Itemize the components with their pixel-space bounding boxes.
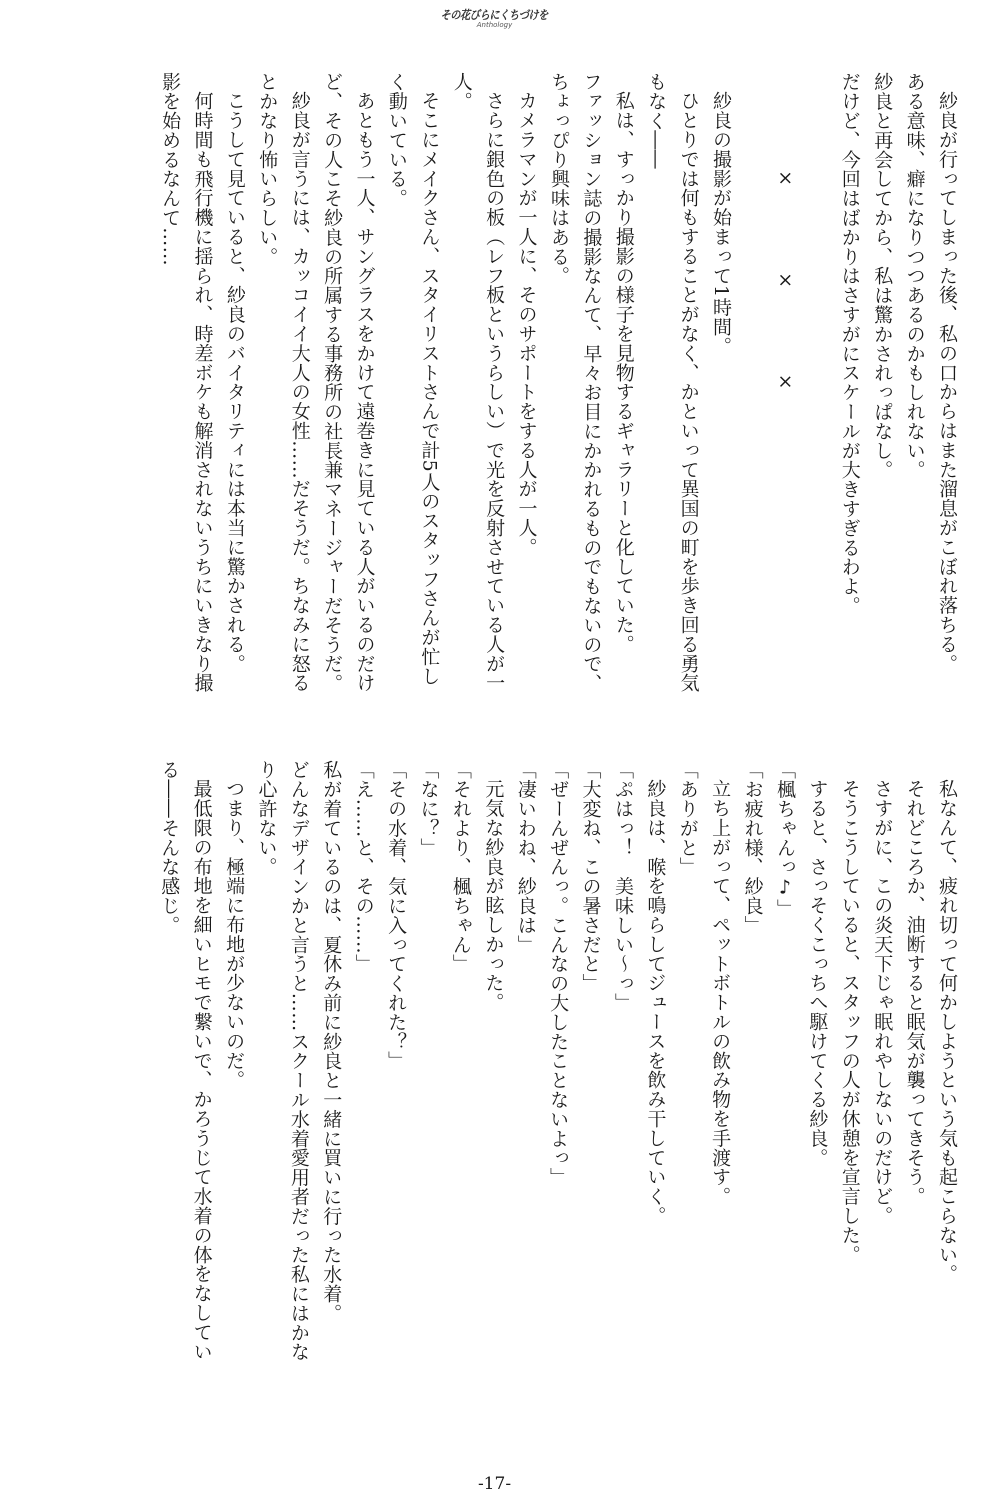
text-line: る――そんな感じ。 xyxy=(158,760,181,935)
text-line: こうして見ていると、紗良のバイタリティには本当に驚かされる。 xyxy=(223,91,246,673)
text-line: カメラマンが一人に、そのサポートをする人が一人。 xyxy=(515,91,538,557)
text-line: さらに銀色の板（レフ板というらしい）で光を反射させている人が一 xyxy=(483,91,506,693)
text-line: 「ありがと」 xyxy=(676,760,699,877)
text-line: 「ぜーんぜんっ。こんなの大したことないよっ」 xyxy=(547,760,570,1187)
text-line: 「ぷはっ！ 美味しい～っ」 xyxy=(611,760,634,1013)
lower-text-block xyxy=(43,760,963,1440)
text-line: さすがに、この炎天下じゃ眠れやしないのだけど。 xyxy=(871,779,894,1226)
text-line: 「その水着、気に入ってくれた？」 xyxy=(385,760,408,1071)
text-line: 紗良は、喉を鳴らしてジュースを飲み干していく。 xyxy=(644,779,667,1226)
page-number: -17- xyxy=(477,1474,512,1494)
text-line: 私なんて、疲れ切って何かしようという気も起こらない。 xyxy=(936,779,958,1284)
text-line: とかなり怖いらしい。 xyxy=(256,72,279,266)
text-line: 「楓ちゃんっ♪」 xyxy=(773,760,796,919)
text-line: そうこうしていると、スタッフの人が休憩を宣言した。 xyxy=(838,779,861,1264)
text-line: 元気な紗良が眩しかった。 xyxy=(482,779,505,1012)
text-line: 紗良の撮影が始まって1時間。 xyxy=(709,91,732,356)
text-line: 「それより、楓ちゃん」 xyxy=(449,760,472,974)
text-line: 「お疲れ様、紗良」 xyxy=(741,760,764,935)
text-line: 「え……と、その……」 xyxy=(352,760,375,974)
text-line: ファッション誌の撮影なんて、早々お目にかかれるものでもないので、 xyxy=(580,72,603,693)
text-line: 何時間も飛行機に揺られ、時差ボケも解消されないうちにいきなり撮 xyxy=(191,91,214,693)
blank-line xyxy=(737,72,769,712)
text-line: 「大変ね、この暑さだと」 xyxy=(579,760,602,993)
text-line: 「凄いわね、紗良は」 xyxy=(514,760,537,954)
text-line: もなく―― xyxy=(645,72,668,169)
text-line: く動いている。 xyxy=(385,72,408,208)
text-line: それどころか、油断すると眠気が襲ってきそう。 xyxy=(903,779,926,1206)
scene-separator: × × × xyxy=(774,167,797,423)
text-line: ちょっぴり興味はある。 xyxy=(547,72,570,286)
text-line: 「なに？」 xyxy=(417,760,440,857)
header-title: その花びらにくちづけを xyxy=(440,8,549,22)
text-line: 紗良と再会してから、私は驚かされっぱなし。 xyxy=(871,72,894,480)
text-line: あともう一人、サングラスをかけて遠巻きに見ている人がいるのだけ xyxy=(353,91,376,693)
text-line: 私は、すっかり撮影の様子を見物するギャラリーと化していた。 xyxy=(612,91,635,654)
text-line: どんなデザインかと言うと……スクール水着愛用者だった私にはかな xyxy=(287,760,310,1362)
text-line: そこにメイクさん、スタイリストさんで計5人のスタッフさんが忙し xyxy=(418,91,441,686)
text-line: ど、その人こそ紗良の所属する事務所の社長兼マネージャーだそうだ。 xyxy=(321,72,344,693)
text-line: つまり、極端に布地が少ないのだ。 xyxy=(223,779,246,1090)
text-line: 影を始めるなんて…… xyxy=(159,72,182,266)
text-line: 紗良が行ってしまった後、私の口からはまた溜息がこぼれ落ちる。 xyxy=(936,91,958,673)
text-line: 最低限の布地を細いヒモで繋いで、かろうじて水着の体をなしてい xyxy=(190,779,213,1361)
text-line: ひとりでは何もすることがなく、かといって異国の町を歩き回る勇気 xyxy=(677,91,700,693)
text-line: すると、さっそくこっちへ駆けてくる紗良。 xyxy=(806,779,829,1167)
text-line: 紗良が言うには、カッコイイ大人の女性……だそうだ。ちなみに怒る xyxy=(288,91,311,693)
text-line: 立ち上がって、ペットボトルの飲み物を手渡す。 xyxy=(709,779,732,1206)
text-line: 私が着ているのは、夏休み前に紗良と一緒に買いに行った水着。 xyxy=(320,760,343,1323)
text-line: り心許ない。 xyxy=(255,760,278,877)
text-line: だけど、今回はばかりはさすがにスケールが大きすぎるわよ。 xyxy=(838,72,861,616)
header-subtitle: Anthology xyxy=(476,21,513,29)
upper-text-block xyxy=(43,72,963,712)
page-header xyxy=(0,4,989,29)
text-line: ある意味、癖になりつつあるのかもしれない。 xyxy=(903,72,926,480)
text-line: 人。 xyxy=(450,72,473,111)
blank-line xyxy=(801,72,833,712)
